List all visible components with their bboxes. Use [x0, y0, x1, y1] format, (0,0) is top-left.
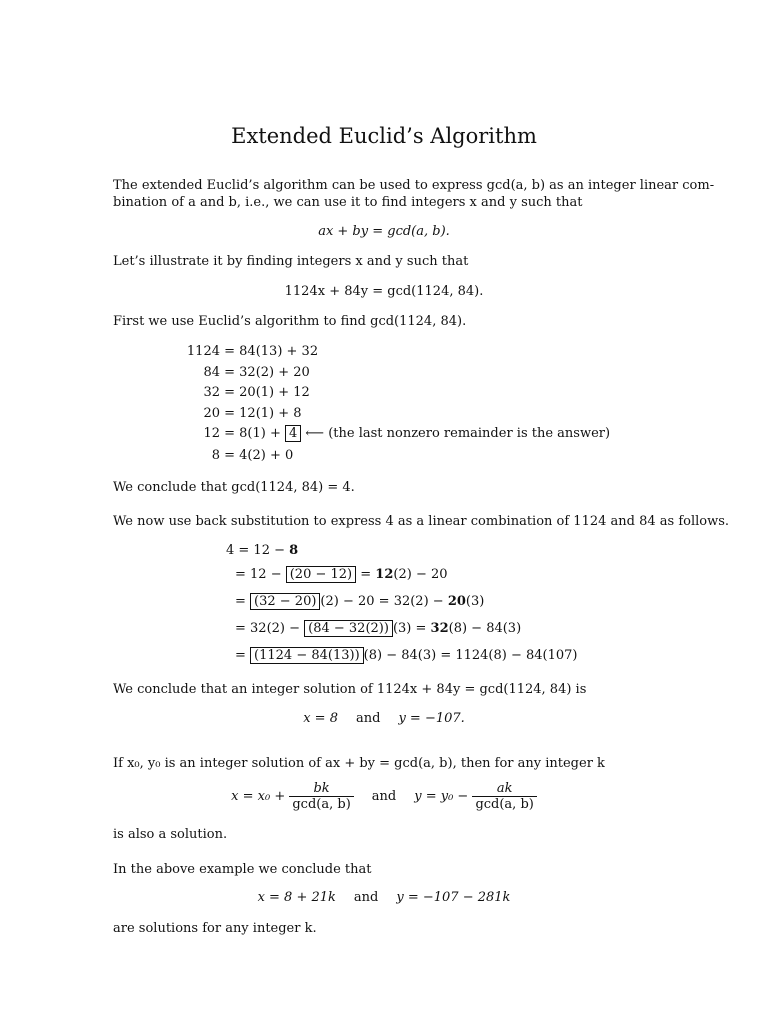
page-title: Extended Euclid’s Algorithm — [231, 124, 537, 148]
first-euclid-text: First we use Euclid’s algorithm to find gcd(1124, 84). — [113, 314, 467, 329]
back-sub-line: = (1124 − 84(13)) (8) − 84(3) = 1124(8) − 84(107) — [235, 648, 578, 663]
substitution-box: (84 − 32(2)) — [304, 620, 393, 637]
example-conclude-text: In the above example we conclude that — [113, 862, 372, 877]
example-formula: x = 8 + 21k and y = −107 − 281k — [257, 890, 511, 905]
general-formula: x = x₀ + $\frac{bk}{\gcd(a, b)}$ and y = y₀ − $\frac{ak}{\gcd(a, b)}$ — [0, 781, 768, 812]
euclid-step: 32 = 20(1) + 12 — [203, 385, 310, 400]
back-sub-line: = 12 − (20 − 12) = 12(2) − 20 — [235, 567, 448, 582]
illustrate-text: Let’s illustrate it by finding integers x and y such that — [113, 254, 469, 269]
equation-general: ax + by = gcd(a, b). — [318, 224, 450, 239]
conclude-gcd-text: We conclude that gcd(1124, 84) = 4. — [113, 480, 355, 495]
euclid-step: 20 = 12(1) + 8 — [203, 405, 302, 421]
back-sub-intro: We now use back substitution to express 4 as a linear combination of 1124 and 84 as follows. — [113, 514, 730, 529]
substitution-box: (1124 − 84(13)) — [250, 647, 364, 664]
back-sub-line: = 32(2) − (84 − 32(2)) (3) = 32(8) − 84(3) — [235, 621, 522, 636]
substitution-box: (32 − 20) — [250, 593, 320, 610]
general-intro: If x₀, y₀ is an integer solution of ax + by = gcd(a, b), then for any integer k — [113, 756, 605, 771]
solution-line: x = 8 and y = −107. — [303, 711, 465, 726]
conclude-solution-text: We conclude that an integer solution of 1124x + 84y = gcd(1124, 84) is — [113, 682, 587, 697]
euclid-step: 1124 = 84(13) + 32 — [186, 344, 319, 359]
back-substitution — [226, 542, 578, 671]
euclid-step: 84 = 32(2) + 20 — [203, 364, 310, 380]
equation-target: 1124x + 84y = gcd(1124, 84). — [284, 284, 484, 299]
substitution-box: (20 − 12) — [286, 566, 356, 583]
gcd-answer-box: 4 — [285, 425, 301, 442]
intro-line-1: The extended Euclid’s algorithm can be used to express gcd(a, b) as an integer linear com- — [113, 178, 715, 193]
back-sub-line: = (32 − 20) (2) − 20 = 32(2) − 20(3) — [235, 594, 485, 609]
final-line: are solutions for any integer k. — [113, 921, 317, 936]
euclid-steps — [180, 343, 610, 468]
fraction: $\frac{ak}{\gcd(a, b)}$ — [472, 781, 536, 812]
fraction: $\frac{bk}{\gcd(a, b)}$ — [289, 781, 353, 812]
back-sub-line: 4 = 12 − 8 — [226, 543, 299, 558]
intro-line-2: bination of a and b, i.e., we can use it to find integers x and y such that — [113, 195, 583, 210]
euclid-step: 8 = 4(2) + 0 — [211, 448, 294, 463]
also-solution-text: is also a solution. — [113, 827, 228, 842]
euclid-step: 12 = 8(1) + 4 ⟵ (the last nonzero remainder is the answer) — [203, 426, 611, 441]
